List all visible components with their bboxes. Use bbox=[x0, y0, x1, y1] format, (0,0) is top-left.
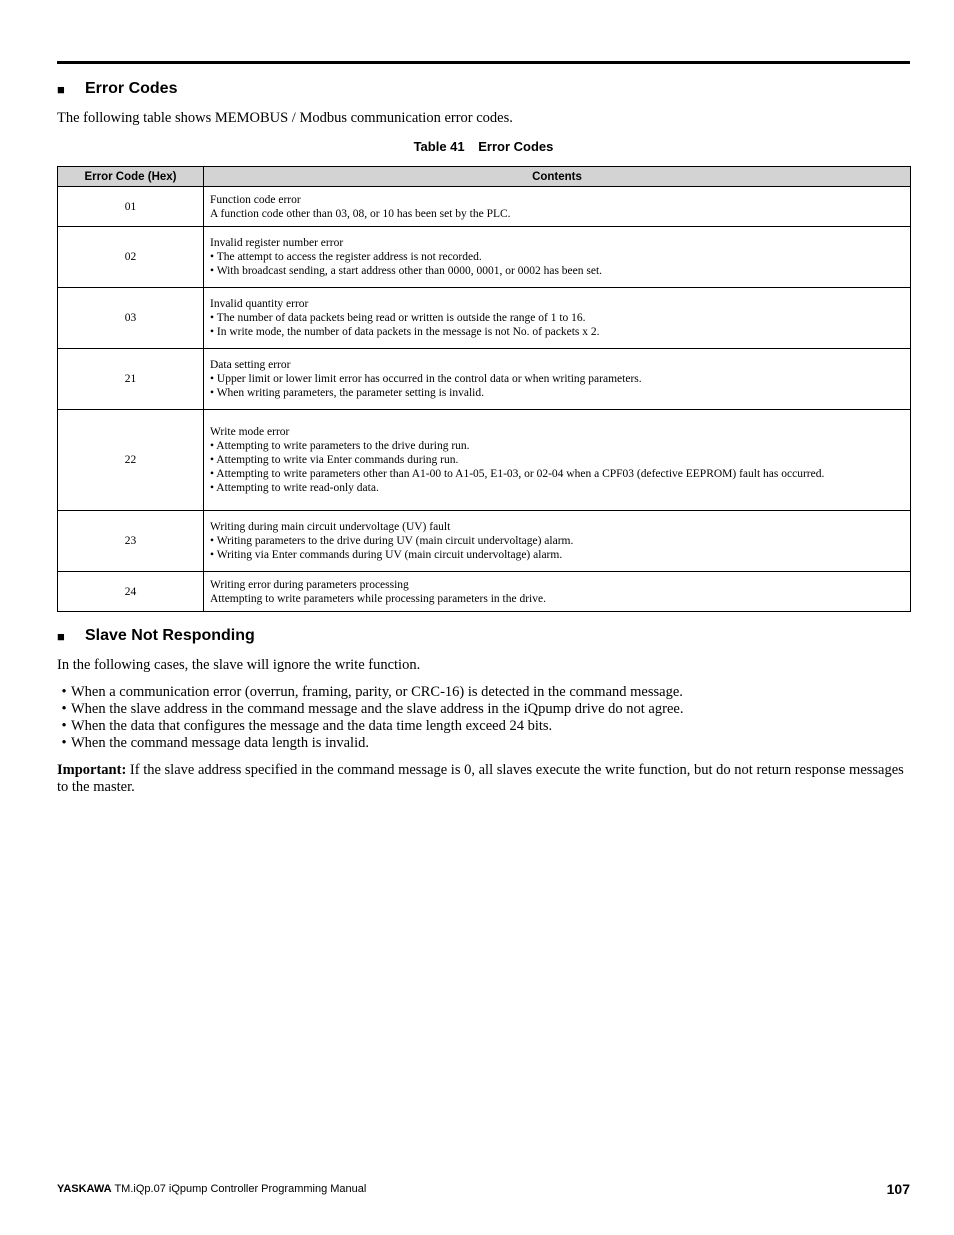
contents-line: Function code error bbox=[210, 193, 301, 206]
page-footer bbox=[57, 1183, 910, 1195]
contents-line: • When writing parameters, the parameter setting is invalid. bbox=[210, 387, 484, 399]
section-heading-slave-not-responding bbox=[57, 627, 255, 645]
contents-line: • With broadcast sending, a start address other than 0000, 0001, or 0002 has been set. bbox=[210, 265, 603, 277]
contents-line: A function code other than 03, 08, or 10 has been set by the PLC. bbox=[210, 207, 511, 220]
list-item: • When the data that configures the message and the data time length exceed 24 bits. bbox=[61, 718, 553, 734]
contents-line: • Writing via Enter commands during UV (main circuit undervoltage) alarm. bbox=[210, 549, 563, 561]
section-title: Error Codes bbox=[85, 80, 178, 97]
contents-cell bbox=[204, 511, 911, 572]
table-row bbox=[58, 511, 911, 572]
table-row bbox=[58, 349, 911, 410]
contents-cell bbox=[204, 572, 911, 612]
important-label: Important: bbox=[57, 762, 127, 778]
table-caption bbox=[57, 139, 910, 154]
error-code-cell: 22 bbox=[58, 410, 204, 511]
contents-line: • In write mode, the number of data packets in the message is not No. of packets x 2. bbox=[210, 326, 600, 338]
page-number: 107 bbox=[886, 1181, 910, 1197]
list-item: • When the slave address in the command message and the slave address in the iQpump drive do not agree. bbox=[61, 701, 684, 717]
table-row bbox=[58, 288, 911, 349]
footer-brand: YASKAWA bbox=[57, 1183, 112, 1195]
important-text: If the slave address specified in the command message is 0, all slaves execute the write function, but do not return response messages to the master. bbox=[57, 762, 904, 795]
error-code-cell: 01 bbox=[58, 187, 204, 227]
important-note bbox=[57, 762, 910, 796]
contents-line: • Upper limit or lower limit error has occurred in the control data or when writing parameters. bbox=[210, 373, 642, 385]
table-body bbox=[58, 187, 911, 612]
contents-line: • The number of data packets being read or written is outside the range of 1 to 16. bbox=[210, 312, 586, 324]
error-code-cell: 23 bbox=[58, 511, 204, 572]
contents-line: • Attempting to write parameters to the drive during run. bbox=[210, 440, 470, 452]
contents-line: • The attempt to access the register address is not recorded. bbox=[210, 251, 482, 263]
contents-line: • Attempting to write read-only data. bbox=[210, 482, 379, 494]
contents-cell bbox=[204, 410, 911, 511]
footer-doc-title: TM.iQp.07 iQpump Controller Programming Manual bbox=[111, 1183, 367, 1195]
contents-line: Invalid register number error bbox=[210, 237, 344, 249]
error-code-cell: 21 bbox=[58, 349, 204, 410]
list-item: • When a communication error (overrun, framing, parity, or CRC-16) is detected in the command message. bbox=[61, 684, 683, 700]
square-bullet-icon: ■ bbox=[57, 81, 65, 97]
contents-line: • Attempting to write parameters other than A1-00 to A1-05, E1-03, or 02-04 when a CPF03 (defective EEPROM) fault has occurred. bbox=[210, 468, 825, 480]
contents-line: • Attempting to write via Enter commands during run. bbox=[210, 454, 459, 466]
contents-line: Attempting to write parameters while processing parameters in the drive. bbox=[210, 592, 546, 605]
contents-cell bbox=[204, 187, 911, 227]
contents-line: Invalid quantity error bbox=[210, 298, 309, 310]
contents-cell bbox=[204, 288, 911, 349]
column-header-code: Error Code (Hex) bbox=[58, 167, 204, 187]
error-codes-intro: The following table shows MEMOBUS / Modbus communication error codes. bbox=[57, 110, 513, 126]
section-title: Slave Not Responding bbox=[85, 627, 255, 644]
column-header-contents: Contents bbox=[204, 167, 911, 187]
error-codes-table bbox=[57, 166, 911, 612]
table-caption-title: Error Codes bbox=[478, 139, 554, 154]
top-rule bbox=[57, 61, 910, 64]
error-code-cell: 24 bbox=[58, 572, 204, 612]
contents-cell bbox=[204, 227, 911, 288]
contents-cell bbox=[204, 349, 911, 410]
contents-line: Writing during main circuit undervoltage (UV) fault bbox=[210, 521, 451, 533]
table-row bbox=[58, 410, 911, 511]
error-code-cell: 03 bbox=[58, 288, 204, 349]
list-item: • When the command message data length is invalid. bbox=[61, 735, 369, 751]
table-row bbox=[58, 227, 911, 288]
contents-line: • Writing parameters to the drive during UV (main circuit undervoltage) alarm. bbox=[210, 535, 574, 547]
table-row bbox=[58, 187, 911, 227]
table-caption-number: Table 41 bbox=[413, 139, 465, 154]
table-row bbox=[58, 572, 911, 612]
contents-line: Writing error during parameters processing bbox=[210, 578, 409, 591]
table-header-row bbox=[58, 167, 911, 187]
contents-line: Write mode error bbox=[210, 426, 290, 438]
slave-intro: In the following cases, the slave will ignore the write function. bbox=[57, 657, 421, 673]
contents-line: Data setting error bbox=[210, 359, 291, 371]
section-heading-error-codes bbox=[57, 80, 177, 98]
slave-cases-list bbox=[57, 684, 910, 752]
error-code-cell: 02 bbox=[58, 227, 204, 288]
square-bullet-icon: ■ bbox=[57, 628, 65, 644]
